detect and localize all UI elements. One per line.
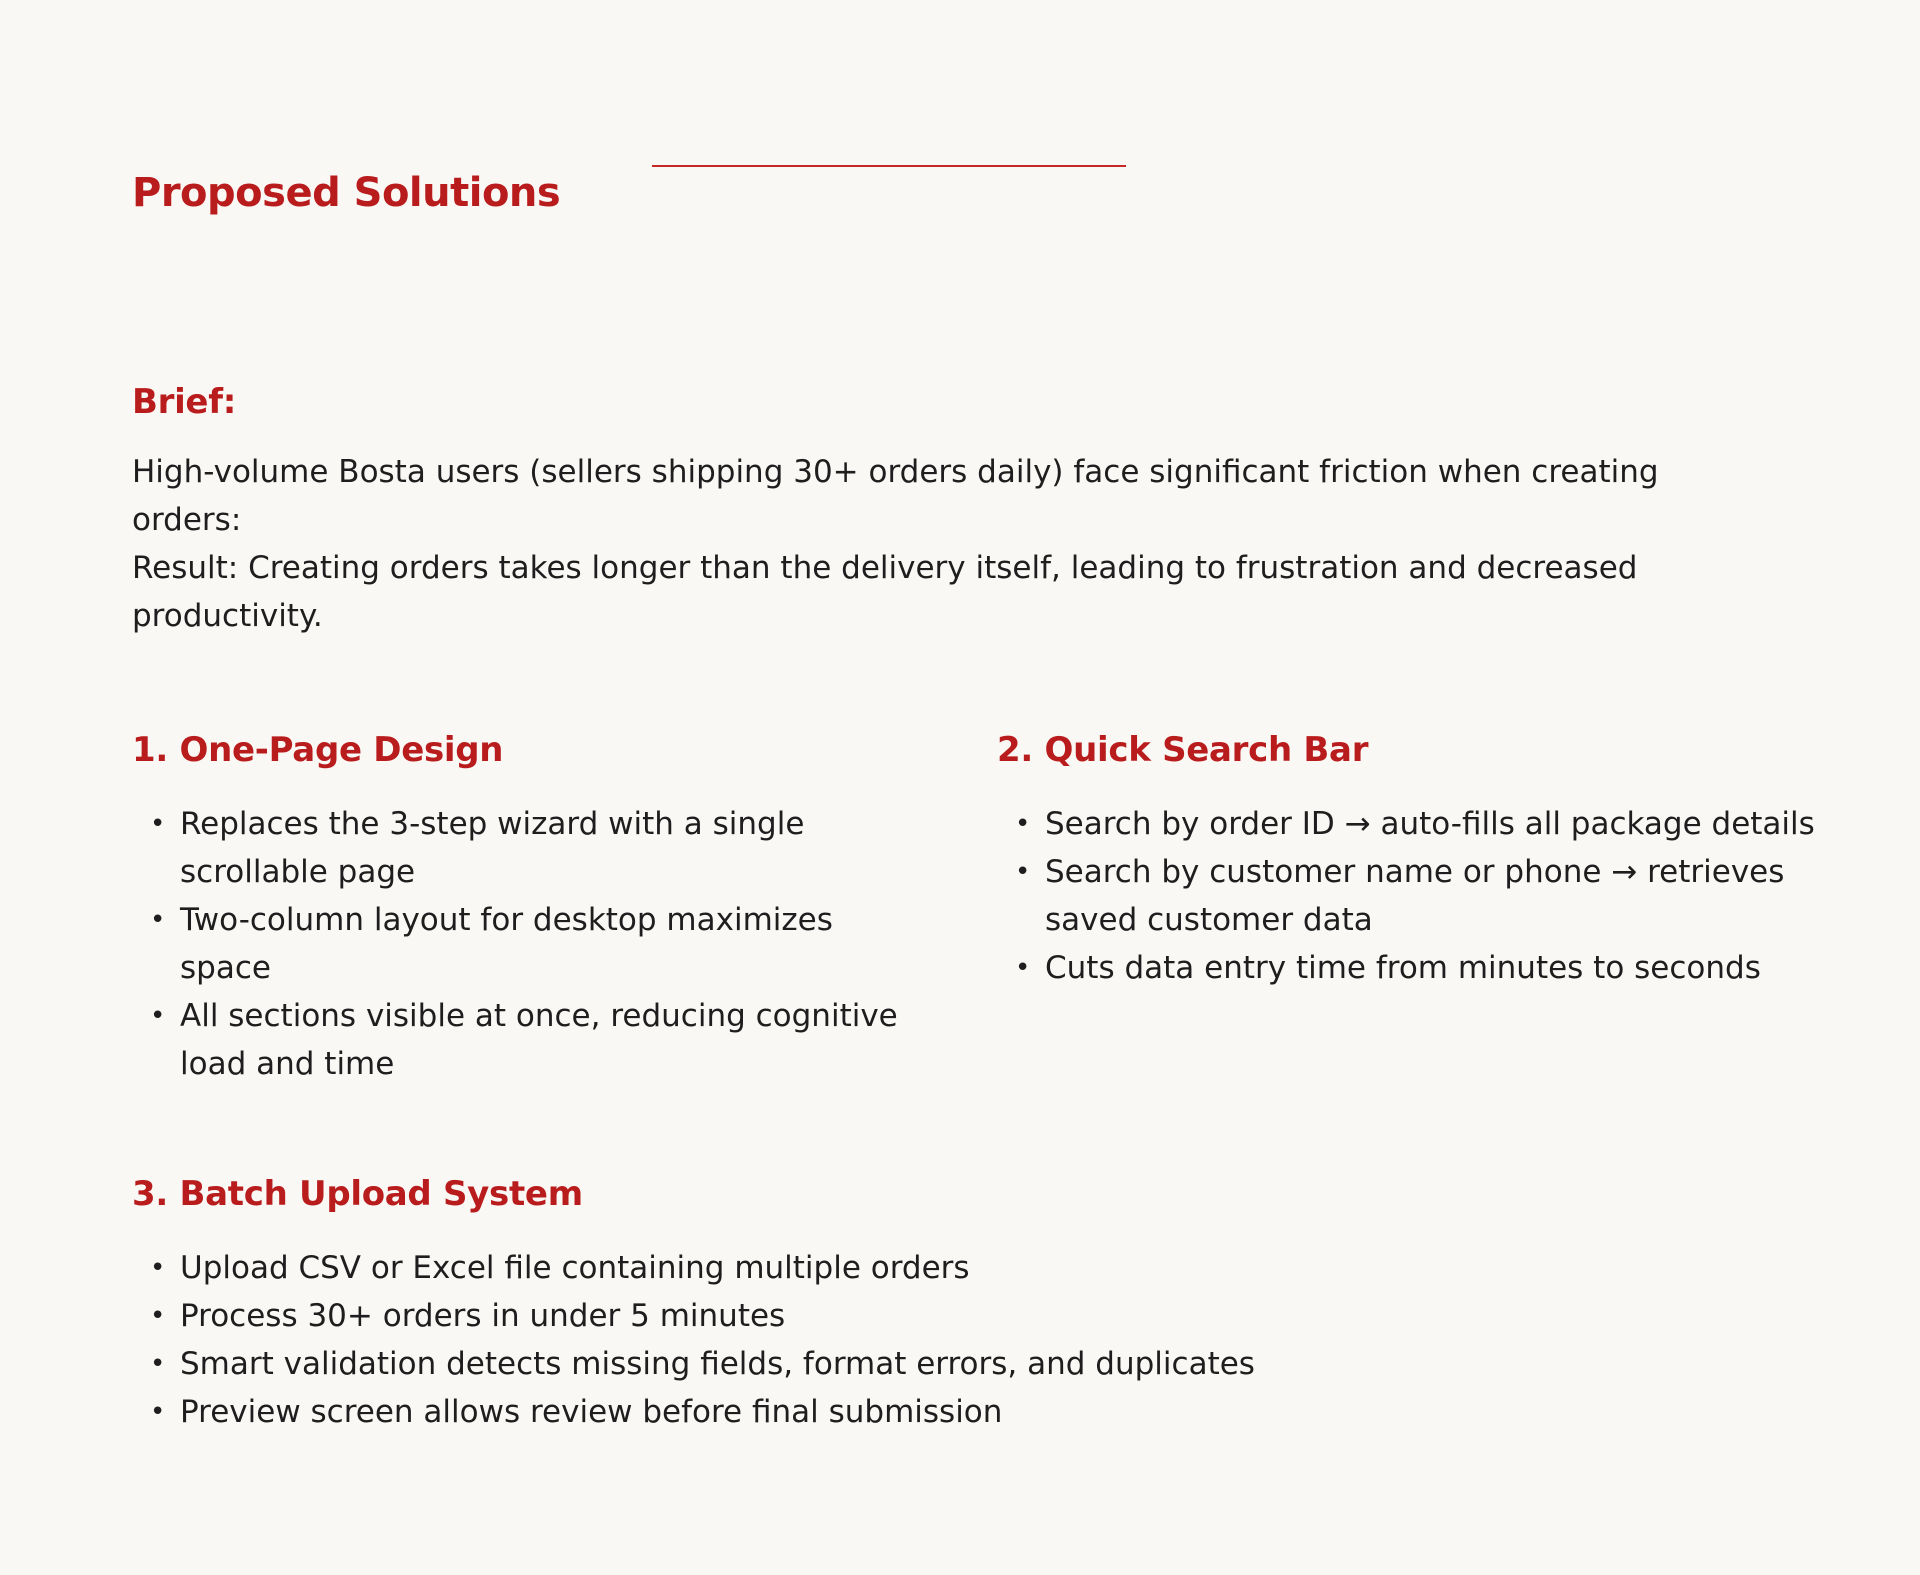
solution-batch-upload-system (132, 1170, 1532, 1436)
brief-paragraph-result: Result: Creating orders takes longer than the delivery itself, leading to frustration and decreased productivity. (132, 550, 1638, 634)
page-title: Proposed Solutions (132, 169, 561, 216)
list-item: • Cuts data entry time from minutes to seconds (997, 944, 1817, 992)
list-item: • Replaces the 3-step wizard with a single scrollable page (132, 800, 932, 896)
list-item: • Process 30+ orders in under 5 minutes (132, 1292, 1532, 1340)
list-item: • All sections visible at once, reducing cognitive load and time (132, 992, 932, 1088)
list-item: • Smart validation detects missing fields, format errors, and duplicates (132, 1340, 1532, 1388)
list-item: • Search by order ID → auto-fills all package details (997, 800, 1817, 848)
solution-bullet-list (132, 1244, 1532, 1436)
list-item: • Upload CSV or Excel file containing multiple orders (132, 1244, 1532, 1292)
brief-section (132, 378, 1732, 640)
list-item: • Two-column layout for desktop maximizes space (132, 896, 932, 992)
solution-title: 3. Batch Upload System (132, 1174, 583, 1214)
title-divider (652, 165, 1126, 167)
brief-text (132, 448, 1702, 640)
list-item: • Search by customer name or phone → retrieves saved customer data (997, 848, 1817, 944)
solution-title: 1. One-Page Design (132, 730, 504, 770)
solution-quick-search-bar (997, 726, 1817, 992)
solution-bullet-list (132, 800, 932, 1088)
solution-one-page-design (132, 726, 932, 1088)
solution-title: 2. Quick Search Bar (997, 730, 1369, 770)
list-item: • Preview screen allows review before final submission (132, 1388, 1532, 1436)
brief-heading: Brief: (132, 382, 236, 422)
brief-paragraph-problem: High-volume Bosta users (sellers shipping 30+ orders daily) face significant friction when creating orders: (132, 454, 1659, 538)
header (132, 138, 1832, 216)
solution-bullet-list (997, 800, 1817, 992)
